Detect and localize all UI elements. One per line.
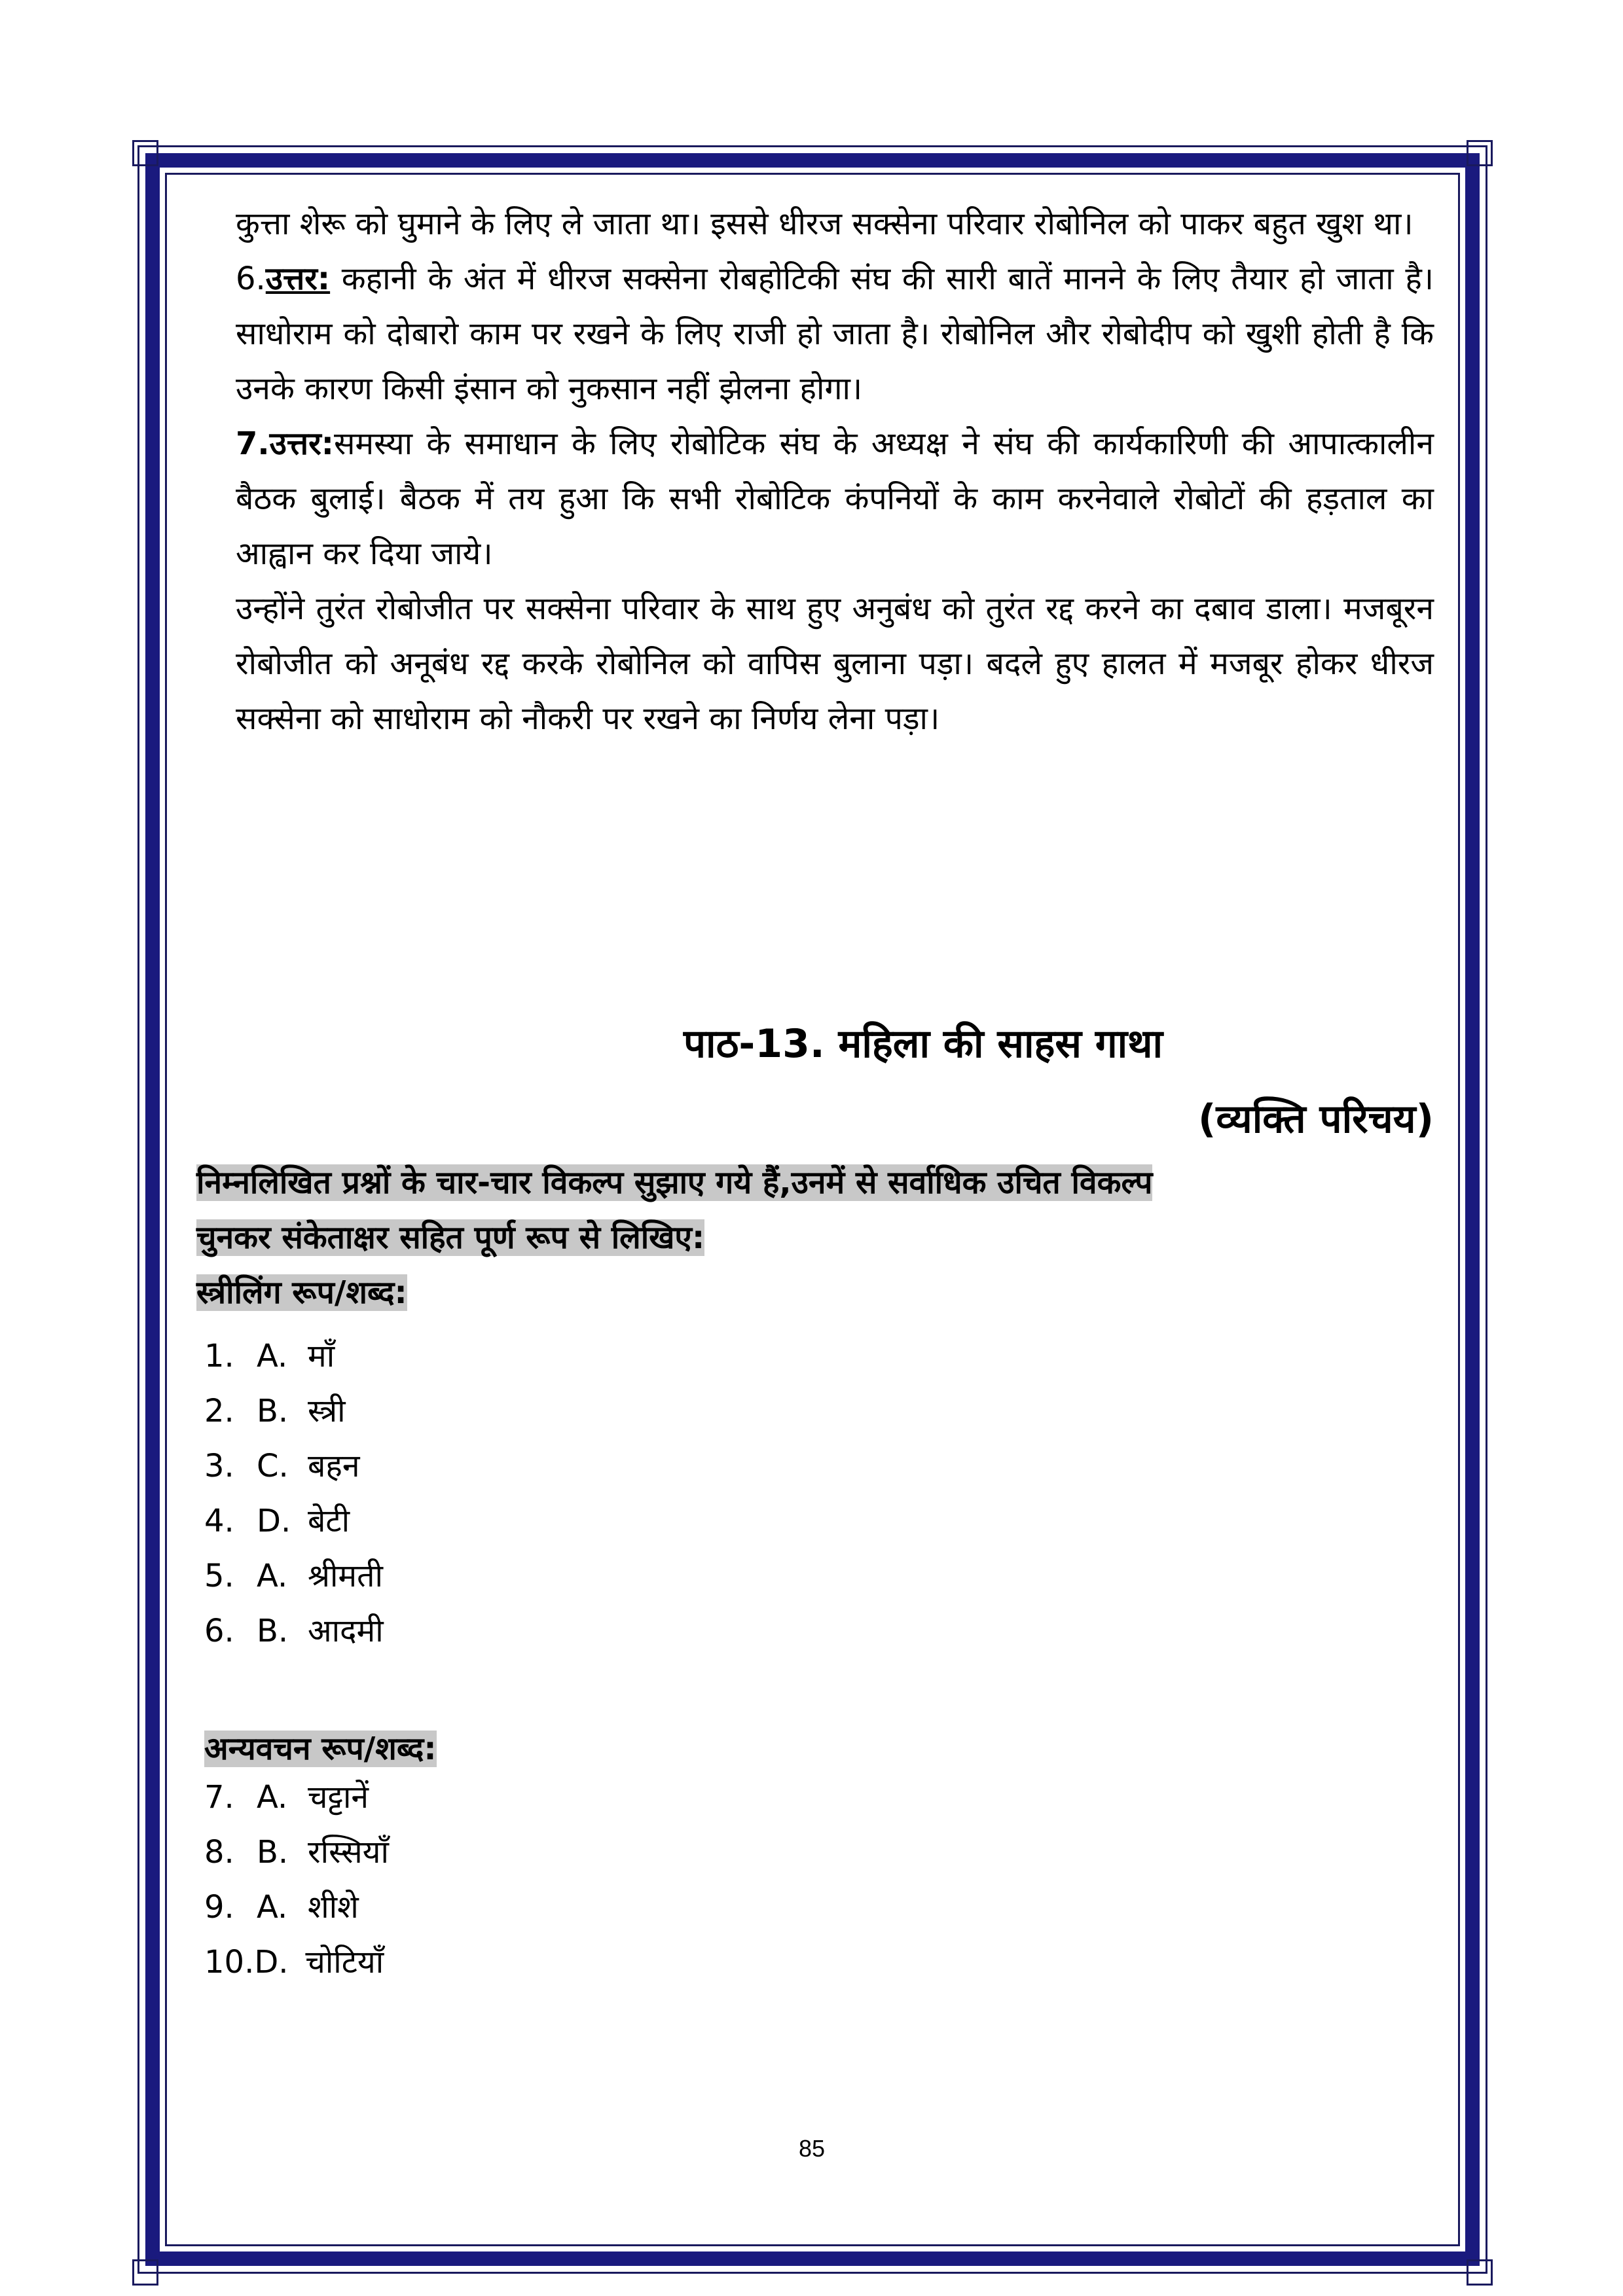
- item-text: बेटी: [308, 1503, 350, 1539]
- section-1-list: [204, 1329, 384, 1659]
- answer-6-label: उत्तर:: [265, 260, 331, 297]
- item-number: 9.: [204, 1889, 234, 1926]
- instructions-line-2: चुनकर संकेताक्षर सहित पूर्ण रूप से लिखिए:: [196, 1219, 705, 1256]
- item-number: 6.: [204, 1613, 234, 1649]
- paragraph-1: कुत्ता शेरू को घुमाने के लिए ले जाता था। इससे धीरज सक्सेना परिवार रोबोनिल को पाकर बहुत खुश था।: [236, 206, 1413, 242]
- list-item: [204, 1935, 389, 1990]
- list-item: [204, 1439, 384, 1494]
- item-text: आदमी: [308, 1613, 384, 1649]
- item-number: 2.: [204, 1393, 234, 1429]
- item-option: D.: [257, 1503, 291, 1539]
- answer-6-text: कहानी के अंत में धीरज सक्सेना रोबहोटिकी संघ की सारी बातें मानने के लिए तैयार हो जाता है। साधोराम को दोबारो काम पर रखने के लिए राजी हो जाता है। रोबोनिल और रोबोदीप को खुशी होती है कि उनके कारण किसी इंसान को नुकसान नहीं झेलना होगा।: [236, 260, 1434, 407]
- item-option: B.: [257, 1613, 289, 1649]
- chapter-title: पाठ-13. महिला की साहस गाथा: [683, 1021, 1163, 1067]
- item-text: चोटियाँ: [305, 1944, 384, 1981]
- section-1-heading: स्त्रीलिंग रूप/शब्द:: [196, 1274, 407, 1311]
- instructions-line-1: निम्नलिखित प्रश्नों के चार-चार विकल्प सुझाए गये हैं,उनमें से सर्वाधिक उचित विकल्प: [196, 1164, 1153, 1201]
- item-number: 7.: [204, 1779, 234, 1816]
- item-option: C.: [257, 1448, 289, 1484]
- answer-6: [236, 251, 1434, 416]
- item-option: A.: [257, 1779, 288, 1816]
- item-text: बहन: [308, 1448, 360, 1484]
- item-number: 8.: [204, 1834, 234, 1871]
- item-number: 5.: [204, 1558, 234, 1594]
- item-text: शीशे: [308, 1889, 359, 1926]
- item-number: 3.: [204, 1448, 234, 1484]
- list-item: [204, 1825, 389, 1880]
- item-option: A.: [257, 1889, 288, 1926]
- border-corner-bottom-left: [132, 2259, 158, 2286]
- section-2-heading-wrap: [204, 1721, 437, 1776]
- list-item: [204, 1549, 384, 1604]
- item-option: D.: [254, 1944, 289, 1981]
- item-text: चट्टानें: [308, 1779, 369, 1816]
- page-number: 85: [798, 2135, 826, 2162]
- instructions: [196, 1155, 1375, 1320]
- answer-7-label: 7.उत्तर:: [236, 425, 334, 462]
- item-option: B.: [257, 1393, 289, 1429]
- chapter-subtitle: (व्यक्ति परिचय): [1197, 1096, 1434, 1142]
- item-option: A.: [257, 1338, 288, 1374]
- item-number: 1.: [204, 1338, 234, 1374]
- answer-6-prefix: 6.: [236, 260, 266, 297]
- border-corner-top-right: [1467, 140, 1493, 166]
- border-corner-top-left: [132, 140, 158, 166]
- item-text: माँ: [308, 1338, 335, 1374]
- item-text: रस्सियाँ: [308, 1834, 389, 1871]
- item-option: B.: [257, 1834, 289, 1871]
- item-number: 4.: [204, 1503, 234, 1539]
- item-option: A.: [257, 1558, 288, 1594]
- list-item: [204, 1494, 384, 1549]
- answer-7: [236, 416, 1434, 581]
- list-item: [204, 1604, 384, 1659]
- list-item: [204, 1880, 389, 1935]
- item-text: श्रीमती: [308, 1558, 383, 1594]
- list-item: [204, 1329, 384, 1384]
- list-item: [204, 1384, 384, 1439]
- paragraph-4: उन्होंने तुरंत रोबोजीत पर सक्सेना परिवार के साथ हुए अनुबंध को तुरंत रद्द करने का दबाव डाला। मजबूरन रोबोजीत को अनूबंध रद्द करके रोबोनिल को वापिस बुलाना पड़ा। बदले हुए हालत में मजबूर होकर धीरज सक्सेना को साधोराम को नौकरी पर रखने का निर्णय लेना पड़ा।: [236, 590, 1434, 737]
- item-text: स्त्री: [308, 1393, 346, 1429]
- continuation-text: [236, 196, 1434, 746]
- item-number: 10.: [204, 1944, 255, 1981]
- section-2-heading: अन्यवचन रूप/शब्द:: [204, 1731, 437, 1767]
- border-corner-bottom-right: [1467, 2259, 1493, 2286]
- list-item: [204, 1770, 389, 1825]
- section-2-list: [204, 1770, 389, 1990]
- answer-7-text: समस्या के समाधान के लिए रोबोटिक संघ के अध्यक्ष ने संघ की कार्यकारिणी की आपात्कालीन बैठक बुलाई। बैठक में तय हुआ कि सभी रोबोटिक कंपनियों के काम करनेवाले रोबोटों की हड़ताल का आह्वान कर दिया जाये।: [236, 425, 1434, 572]
